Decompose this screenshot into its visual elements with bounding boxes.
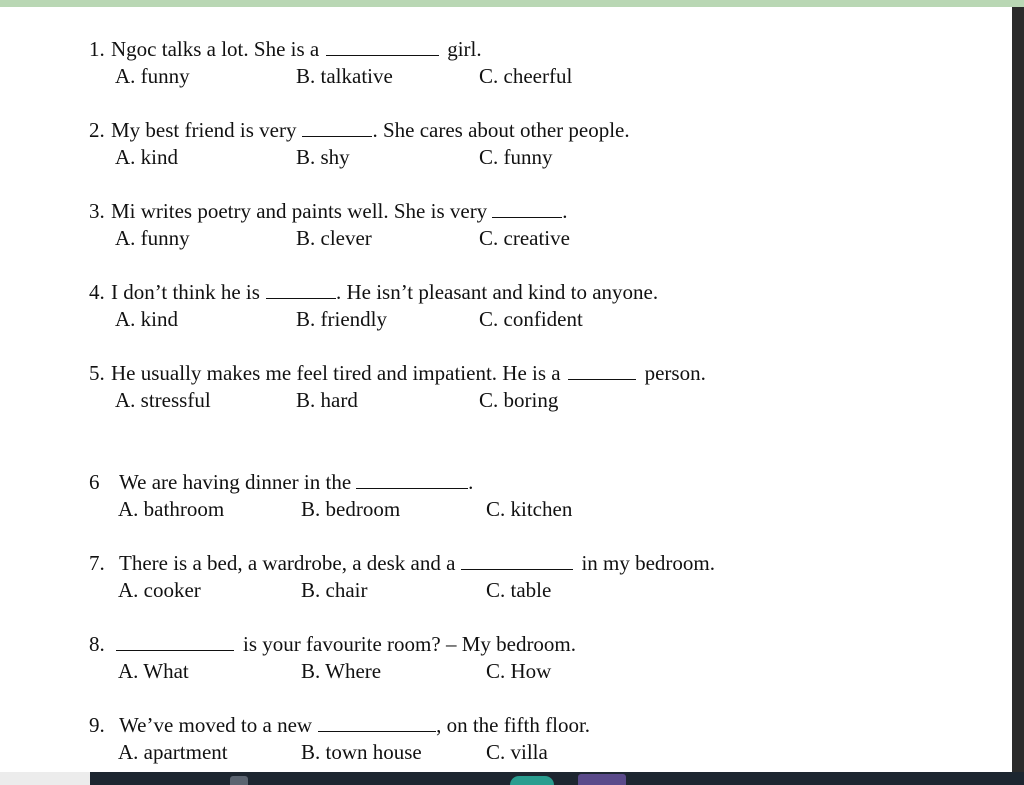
option-c: C. cheerful (479, 64, 573, 88)
question-text-before: Ngoc talks a lot. She is a (111, 37, 320, 61)
answer-blank (302, 118, 372, 137)
question-text-after: , on the fifth floor. (436, 713, 591, 737)
question-text (119, 712, 590, 738)
question-stem-line (0, 712, 1000, 738)
option-b: B. clever (296, 226, 372, 250)
question-text-after: . She cares about other people. (372, 118, 630, 142)
option-c: C. creative (479, 226, 570, 250)
options-line (0, 658, 1000, 684)
answer-blank (492, 199, 562, 218)
option-b: B. town house (301, 740, 422, 764)
answer-blank (356, 470, 468, 489)
question-text-before: We’ve moved to a new (119, 713, 313, 737)
option-b: B. bedroom (301, 497, 401, 521)
question-number: 2. (89, 118, 105, 142)
answer-blank (318, 713, 436, 732)
options-line (0, 306, 1000, 332)
option-c: C. kitchen (486, 497, 573, 521)
question-text (111, 198, 567, 224)
question-number: 5. (89, 361, 105, 385)
question-text-after: . He isn’t pleasant and kind to anyone. (335, 280, 659, 304)
option-c: C. villa (486, 740, 548, 764)
question-text-after: . (562, 199, 568, 223)
option-c: C. How (486, 659, 552, 683)
taskbar (90, 772, 1024, 785)
question-text (116, 631, 576, 657)
question-number: 1. (89, 37, 105, 61)
question-stem-line (0, 469, 1000, 495)
question-text-before: My best friend is very (111, 118, 297, 142)
option-a: A. apartment (118, 740, 228, 764)
option-a: A. What (118, 659, 189, 683)
option-a: A. funny (115, 64, 190, 88)
options-line (0, 739, 1000, 765)
question-text-after: girl. (447, 37, 482, 61)
option-a: A. kind (115, 145, 178, 169)
answer-blank (326, 37, 439, 56)
option-a: A. stressful (115, 388, 211, 412)
question-text-after: person. (644, 361, 706, 385)
option-b: B. Where (301, 659, 382, 683)
options-line (0, 225, 1000, 251)
question-text (111, 279, 658, 305)
option-a: A. funny (115, 226, 190, 250)
question-text-after: . (468, 470, 474, 494)
option-c: C. table (486, 578, 552, 602)
question-text-before: There is a bed, a wardrobe, a desk and a (119, 551, 456, 575)
question-number: 3. (89, 199, 105, 223)
option-b: B. talkative (296, 64, 393, 88)
answer-blank (461, 551, 573, 570)
question-stem-line (0, 198, 1000, 224)
question-stem-line (0, 550, 1000, 576)
answer-blank (116, 632, 234, 651)
taskbar-app-icon[interactable] (230, 776, 248, 785)
question-number: 4. (89, 280, 105, 304)
question-text-before: He usually makes me feel tired and impatient. He is a (111, 361, 561, 385)
window-top-border (0, 0, 1024, 7)
option-a: A. kind (115, 307, 178, 331)
question-number: 6 (89, 470, 100, 494)
worksheet-page (0, 7, 1012, 772)
option-b: B. chair (301, 578, 368, 602)
question-text (111, 360, 706, 386)
taskbar-app-icon[interactable] (578, 774, 626, 785)
question-stem-line (0, 279, 1000, 305)
window-right-edge (1012, 7, 1024, 772)
options-line (0, 496, 1000, 522)
option-c: C. boring (479, 388, 559, 412)
options-line (0, 577, 1000, 603)
question-text (119, 550, 715, 576)
question-number: 7. (89, 551, 105, 575)
options-line (0, 63, 1000, 89)
question-text-before: We are having dinner in the (119, 470, 352, 494)
option-b: B. hard (296, 388, 358, 412)
question-text-before: I don’t think he is (111, 280, 260, 304)
options-line (0, 144, 1000, 170)
question-text (111, 117, 630, 143)
question-text-after: is your favourite room? – My bedroom. (243, 632, 577, 656)
taskbar-app-icon[interactable] (510, 776, 554, 785)
question-text (119, 469, 473, 495)
option-b: B. shy (296, 145, 350, 169)
question-text (111, 36, 482, 62)
question-text-before: Mi writes poetry and paints well. She is very (111, 199, 488, 223)
answer-blank (266, 280, 336, 299)
question-number: 8. (89, 632, 105, 656)
question-stem-line (0, 631, 1000, 657)
option-a: A. cooker (118, 578, 201, 602)
answer-blank (568, 361, 636, 380)
question-stem-line (0, 36, 1000, 62)
question-number: 9. (89, 713, 105, 737)
options-line (0, 387, 1000, 413)
option-c: C. funny (479, 145, 553, 169)
option-c: C. confident (479, 307, 583, 331)
question-stem-line (0, 117, 1000, 143)
question-stem-line (0, 360, 1000, 386)
option-a: A. bathroom (118, 497, 225, 521)
option-b: B. friendly (296, 307, 387, 331)
question-text-after: in my bedroom. (581, 551, 716, 575)
